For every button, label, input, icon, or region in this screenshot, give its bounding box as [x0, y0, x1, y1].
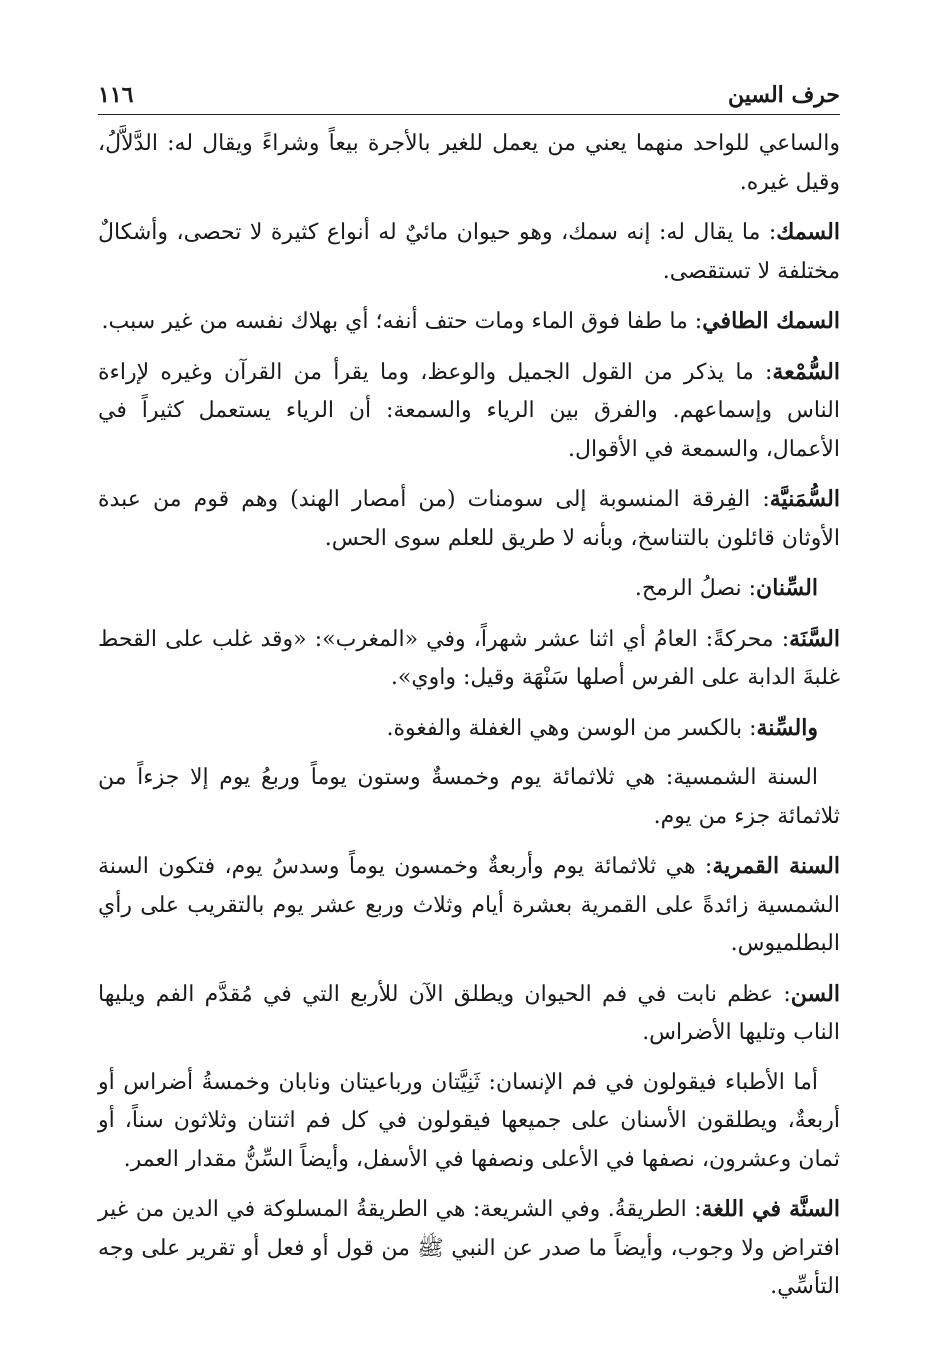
entry-continuation: والساعي للواحد منهما يعني من يعمل للغير بالأجرة بيعاً وشراءً ويقال له: الدَّلاَّلُ، وقيل غيره. [98, 131, 840, 195]
entry-sumaniyya: السُّمَنيَّة: الفِرقة المنسوبة إلى سومنات (من أمصار الهند) وهم قوم من عبدة الأوثان قائلون بالتناسخ، وبأنه لا طريق للعلم سوى الحس. [98, 486, 840, 551]
book-page [98, 70, 840, 1318]
entry-term: السن [790, 980, 840, 1007]
entry-sinn: السن: عظم نابت في فم الحيوان ويطلق الآن للأربع التي في مُقدَّم الفم ويليها الناب وتليها الأضراس. [98, 980, 840, 1045]
chapter-title: حرف السين [727, 82, 840, 108]
entry-sumah: السُّمْعة: ما يذكر من القول الجميل والوعظ، وما يقرأ من القرآن وغيره لإراءة الناس وإسماعهم. والفرق بين الرياء والسمعة: أن الرياء يستعمل كثيراً في الأعمال، والسمعة في الأقوال. [98, 358, 840, 462]
page-number: ١١٦ [98, 82, 134, 108]
entry-sina: والسِّنة: بالكسر من الوسن وهي الغفلة والفغوة. [386, 714, 818, 741]
entry-sana: السَّنَة: محركةً: العامُ أي اثنا عشر شهراً، وفي «المغرب»: «وقد غلب على القحط غلبةَ الدابة على الفرس أصلها سَنْهَة وقيل: واوي». [98, 625, 840, 690]
entry-term: السمك الطافي [702, 308, 840, 334]
entry-term: السُّمْعة [772, 358, 840, 385]
entry-term: السمك [776, 219, 840, 245]
entry-sunna: السنَّة في اللغة: الطريقةُ. وفي الشريعة: هي الطريقةُ المسلوكة في الدين من غير افتراض ولا وجوب، وأيضاً ما صدر عن النبي ﷺ من قول أو فعل أو تقرير على وجه التأسِّي. [98, 1196, 840, 1299]
entry-term: السنة القمرية [712, 853, 840, 879]
entry-term: السنَّة في اللغة [701, 1196, 840, 1222]
entry-solar-year: السنة الشمسية: هي ثلاثمائة يوم وخمسةٌ وستون يوماً وربعُ يوم إلا جزءاً من ثلاثمائة جزء من يوم. [98, 765, 840, 829]
entry-teeth: أما الأطباء فيقولون في فم الإنسان: ثَنِيَّتان ورباعيتان ونابان وخمسةُ أضراس أو أربعةٌ، ويطلقون الأسنان على جميعها فيقولون في كل فم اثنتان وثلاثون سناً، أو ثمان وعشرون، نصفها في الأعلى ونصفها في الأسفل، وأيضاً السِّنُّ مقدار العمر. [98, 1069, 840, 1172]
page-body [98, 115, 840, 1307]
entry-term: والسِّنة [756, 714, 818, 741]
entry-lunar-year: السنة القمرية: هي ثلاثمائة يوم وأربعةٌ وخمسون يوماً وسدسُ يوم، فتكون السنة الشمسية زائدةً على القمرية بعشرة أيام وثلاث وربع عشر يوم بالتقريب على رأي البطلميوس. [98, 853, 840, 956]
entry-term: السِّنان [756, 575, 818, 601]
entry-samak: السمك: ما يقال له: إنه سمك، وهو حيوان مائيٌ له أنواع كثيرة لا تحصى، وأشكالٌ مختلفة لا تستقصى. [98, 219, 840, 284]
entry-samak-tafi: السمك الطافي: ما طفا فوق الماء ومات حتف أنفه؛ أي بهلاك نفسه من غير سبب. [101, 308, 840, 334]
entry-sinan: السِّنان: نصلُ الرمح. [634, 575, 818, 601]
entry-term: السُّمَنيَّة [769, 486, 840, 512]
page-header [98, 70, 840, 115]
entry-term: السَّنَة [789, 625, 840, 652]
